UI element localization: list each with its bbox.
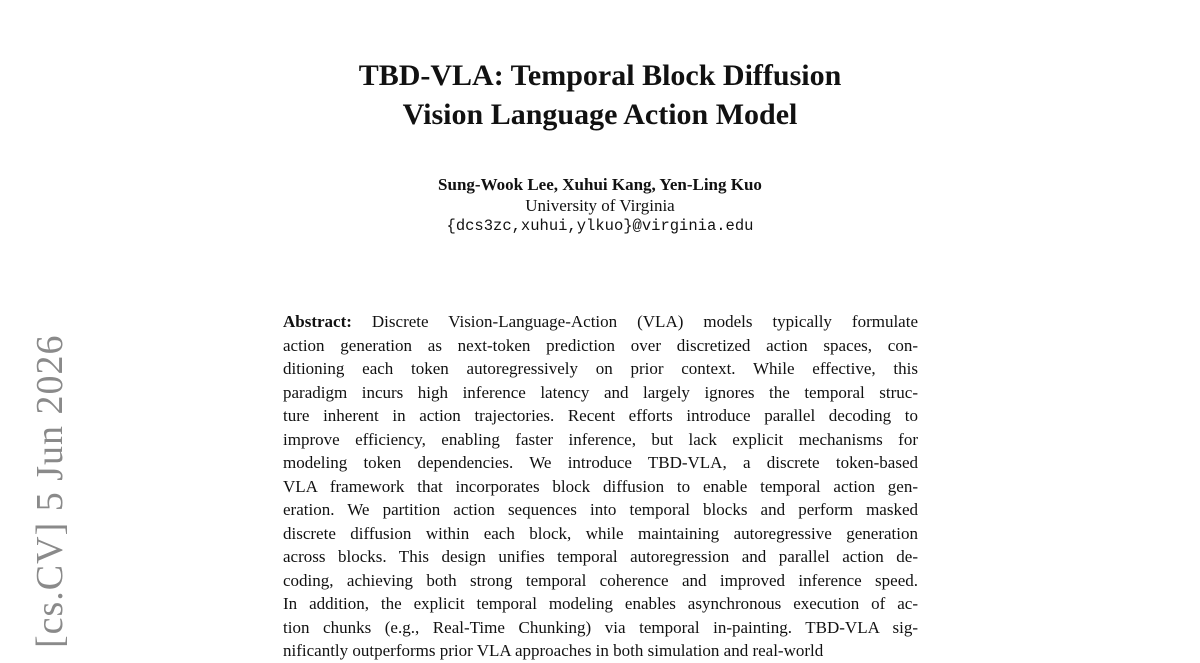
author-block [0,174,1200,237]
abstract-line: ture inherent in action trajectories. Recent efforts introduce parallel decoding to [283,406,918,425]
abstract-line: ditioning each token autoregressively on prior context. While effective, this [283,359,918,378]
abstract-line: modeling token dependencies. We introduce TBD-VLA, a discrete token-based [283,453,918,472]
author-names: Sung-Wook Lee, Xuhui Kang, Yen-Ling Kuo [438,175,762,194]
abstract-line: tion chunks (e.g., Real-Time Chunking) via temporal in-painting. TBD-VLA sig- [283,617,918,637]
abstract [283,310,918,663]
abstract-line: action generation as next-token prediction over discretized action spaces, con- [283,335,918,355]
abstract-text: Discrete Vision-Language-Action (VLA) models typically formulate [371,312,918,331]
abstract-line: across blocks. This design unifies temporal autoregression and parallel action de- [283,547,918,566]
abstract-line: improve efficiency, enabling faster inference, but lack explicit mechanisms for [283,429,918,449]
abstract-line: nificantly outperforms prior VLA approaches in both simulation and real-world [283,641,824,660]
abstract-line: coding, achieving both strong temporal coherence and improved inference speed. [283,570,918,590]
paper-title [0,56,1200,134]
title-line: TBD-VLA: Temporal Block Diffusion [358,59,842,92]
abstract-line: paradigm incurs high inference latency and largely ignores the temporal struc- [283,382,918,402]
abstract-line: VLA framework that incorporates block diffusion to enable temporal action gen- [283,476,918,496]
abstract-line: discrete diffusion within each block, while maintaining autoregressive generation [283,523,918,543]
title-line: Vision Language Action Model [402,98,798,131]
author-affiliation: University of Virginia [525,196,675,215]
abstract-line [283,310,918,334]
abstract-line: eration. We partition action sequences into temporal blocks and perform masked [283,500,918,519]
abstract-label: Abstract: [283,312,352,331]
abstract-line: In addition, the explicit temporal modeling enables asynchronous execution of ac- [283,594,918,613]
arxiv-stamp: [cs.CV] 5 Jun 2026 [29,334,71,648]
author-email: {dcs3zc,xuhui,ylkuo}@virginia.edu [446,217,754,235]
